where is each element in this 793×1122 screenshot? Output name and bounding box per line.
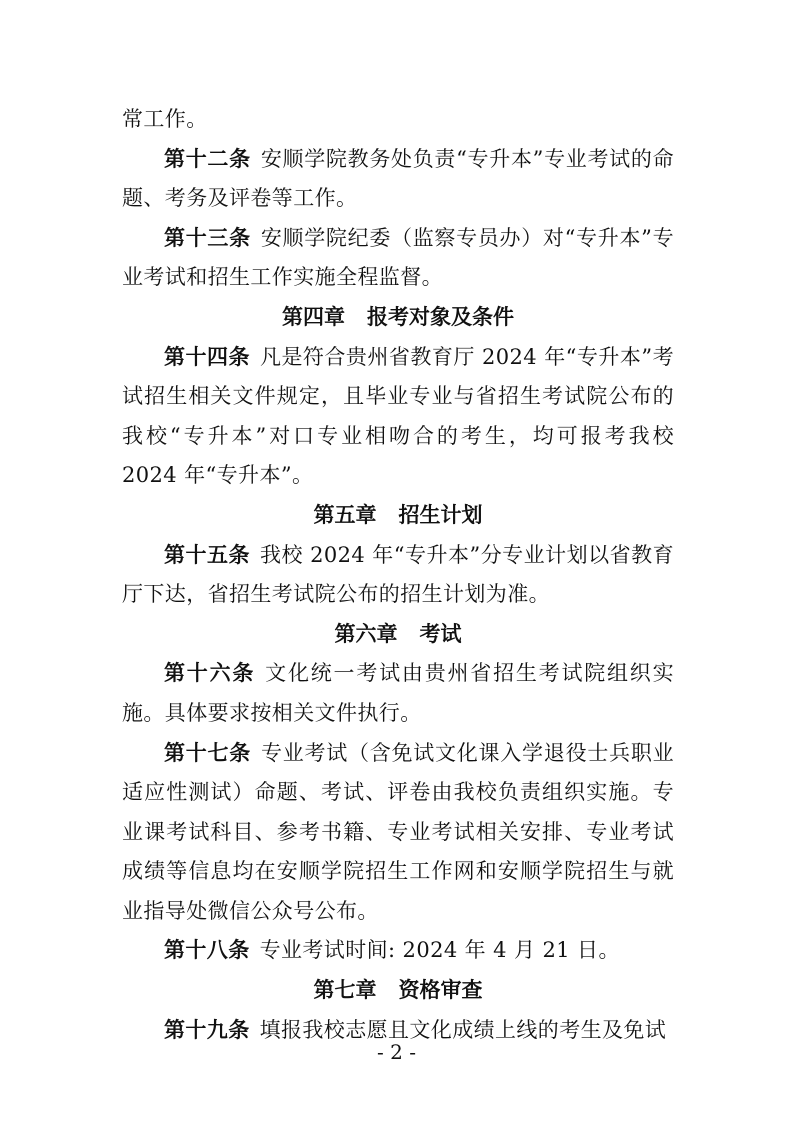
article-text: 文化统一考试由贵州省招生考试院组织实施。具体要求按相关文件执行。 [122,661,674,725]
article-number: 第十五条 [164,542,250,567]
article-number: 第十七条 [164,740,252,765]
chapter-5-heading [122,496,674,536]
chapter-4-heading [122,298,674,338]
article-18 [122,931,674,971]
article-text: 安顺学院纪委（监察专员办）对“专升本”专业考试和招生工作实施全程监督。 [122,225,674,290]
chapter-title: 考试 [419,621,462,646]
chapter-title: 招生计划 [398,502,483,527]
article-number: 第十三条 [164,225,251,250]
chapter-7-heading [122,971,674,1011]
article-number: 第十九条 [164,1017,250,1042]
article-14 [122,338,674,496]
article-16 [122,654,674,733]
article-text: 专业考试（含免试文化课入学退役士兵职业适应性测试）命题、考试、评卷由我校负责组织实施。专业课考试科目、参考书籍、专业考试相关安排、专业考试成绩等信息均在安顺学院招生工作网和安顺学院招生与就业指导处微信公众号公布。 [122,740,674,923]
chapter-title: 报考对象及条件 [367,304,514,329]
article-17 [122,734,674,932]
page-number: - 2 - [377,1040,416,1064]
article-text: 填报我校志愿且文化成绩上线的考生及免试 [259,1017,667,1042]
chapter-number: 第六章 [334,621,398,646]
article-number: 第十六条 [164,661,256,686]
article-number: 第十二条 [164,146,251,171]
article-text: 专业考试时间: 2024 年 4 月 21 日。 [259,938,620,963]
continued-text: 常工作。 [122,107,208,131]
article-text: 凡是符合贵州省教育厅 2024 年“专升本”考试招生相关文件规定，且毕业专业与省招生考试院公布的我校“专升本”对口专业相吻合的考生，均可报考我校 2024 年“专升本”。 [122,344,674,488]
article-15 [122,536,674,615]
article-12 [122,140,674,219]
chapter-number: 第四章 [282,304,345,329]
continued-paragraph [122,100,674,140]
article-text: 我校 2024 年“专升本”分专业计划以省教育厅下达，省招生考试院公布的招生计划为准。 [122,542,674,607]
chapter-number: 第五章 [313,502,377,527]
chapter-title: 资格审查 [398,978,483,1003]
article-number: 第十八条 [164,938,250,963]
article-text: 安顺学院教务处负责“专升本”专业考试的命题、考务及评卷等工作。 [122,146,674,211]
article-number: 第十四条 [164,344,250,369]
document-body [122,100,674,1050]
chapter-number: 第七章 [313,978,377,1003]
article-13 [122,219,674,298]
chapter-6-heading [122,615,674,655]
